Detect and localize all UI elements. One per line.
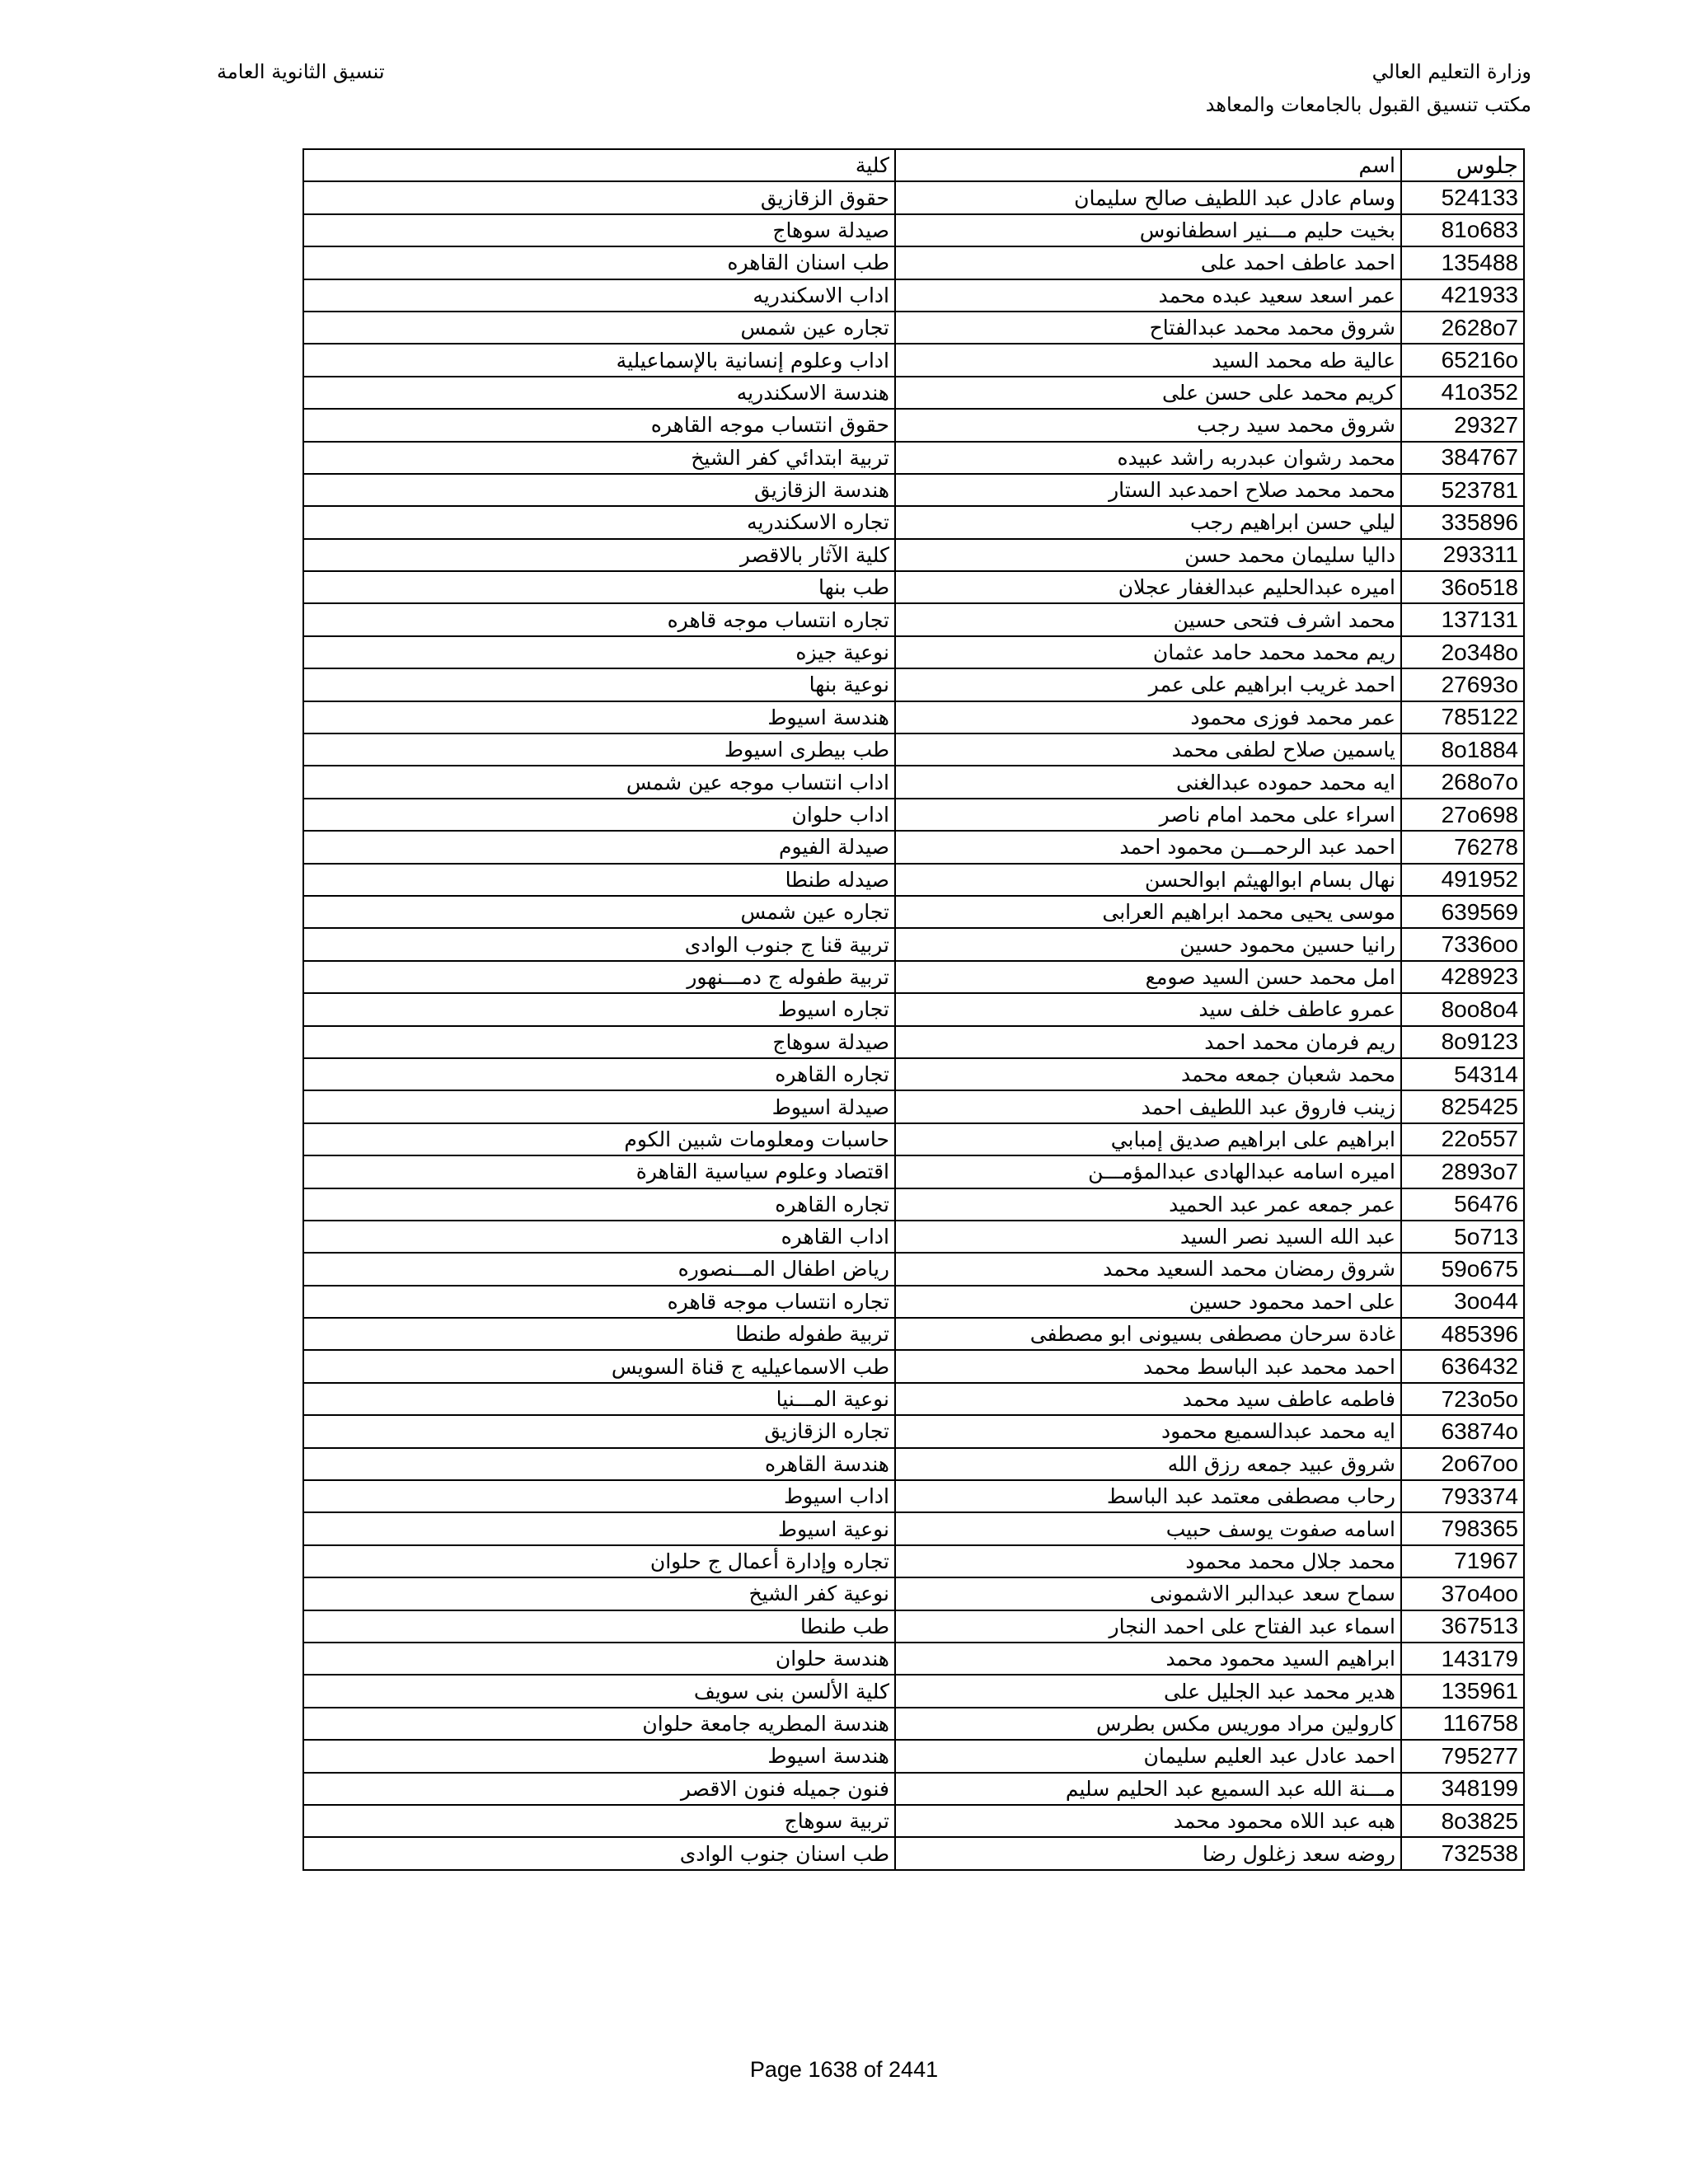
seat-number-cell: 485396	[1401, 1318, 1524, 1350]
seat-number-cell: 29327	[1401, 409, 1524, 441]
table-row	[303, 539, 1524, 571]
student-name-cell: ايه محمد حموده عبدالغنى	[895, 766, 1401, 798]
faculty-cell: تجاره انتساب موجه قاهره	[303, 1286, 895, 1318]
seat-number-cell: 428923	[1401, 961, 1524, 993]
student-name-cell: اميره اسامه عبدالهادى عبدالمؤمـــن	[895, 1155, 1401, 1188]
student-name-cell: هبه عبد اللاه محمود محمد	[895, 1805, 1401, 1837]
seat-number-cell: 2893o7	[1401, 1155, 1524, 1188]
table-row	[303, 961, 1524, 993]
page-number: Page 1638 of 2441	[749, 2057, 939, 2082]
seat-number-cell: 27693o	[1401, 668, 1524, 701]
student-name-cell: احمد محمد عبد الباسط محمد	[895, 1350, 1401, 1382]
student-name-cell: وسام عادل عبد اللطيف صالح سليمان	[895, 181, 1401, 213]
seat-number-cell: 732538	[1401, 1837, 1524, 1869]
table-row	[303, 928, 1524, 960]
seat-number-cell: 421933	[1401, 279, 1524, 312]
column-header-name: اسم	[895, 149, 1401, 181]
seat-number-cell: 523781	[1401, 474, 1524, 506]
table-row	[303, 1708, 1524, 1740]
student-name-cell: ابراهيم على ابراهيم صديق إمبابي	[895, 1123, 1401, 1155]
student-name-cell: شروق محمد محمد عبدالفتاح	[895, 312, 1401, 344]
seat-number-cell: 37o4oo	[1401, 1577, 1524, 1610]
seat-number-cell: 36o518	[1401, 571, 1524, 603]
table-row	[303, 733, 1524, 766]
seat-number-cell: 2628o7	[1401, 312, 1524, 344]
seat-number-cell: 491952	[1401, 864, 1524, 896]
seat-number-cell: 384767	[1401, 442, 1524, 474]
table-row	[303, 799, 1524, 831]
faculty-cell: تجاره القاهره	[303, 1188, 895, 1221]
seat-number-cell: 8oo8o4	[1401, 993, 1524, 1025]
table-row	[303, 1480, 1524, 1512]
faculty-cell: طب بيطرى اسيوط	[303, 733, 895, 766]
faculty-cell: اداب انتساب موجه عين شمس	[303, 766, 895, 798]
ministry-title: وزارة التعليم العالي	[1372, 60, 1531, 83]
admissions-table	[302, 148, 1525, 1871]
table-row	[303, 1123, 1524, 1155]
student-name-cell: محمد جلال محمد محمود	[895, 1545, 1401, 1577]
table-row	[303, 1090, 1524, 1122]
faculty-cell: تجاره عين شمس	[303, 312, 895, 344]
faculty-cell: طب الاسماعيليه ج قناة السويس	[303, 1350, 895, 1382]
faculty-cell: اداب وعلوم إنسانية بالإسماعيلية	[303, 344, 895, 376]
table-row	[303, 1448, 1524, 1480]
column-header-faculty: كلية	[303, 149, 895, 181]
student-name-cell: شروق رمضان محمد السعيد محمد	[895, 1253, 1401, 1285]
seat-number-cell: 5o713	[1401, 1221, 1524, 1253]
table-row	[303, 214, 1524, 246]
table-row	[303, 181, 1524, 213]
seat-number-cell: 8o3825	[1401, 1805, 1524, 1837]
table-row	[303, 1415, 1524, 1447]
student-name-cell: موسى يحيى محمد ابراهيم العرابى	[895, 896, 1401, 928]
seat-number-cell: 367513	[1401, 1610, 1524, 1643]
student-name-cell: محمد رشوان عبدربه راشد عبيده	[895, 442, 1401, 474]
student-name-cell: ابراهيم السيد محمود محمد	[895, 1643, 1401, 1675]
student-name-cell: نهال بسام ابوالهيثم ابوالحسن	[895, 864, 1401, 896]
seat-number-cell: 71967	[1401, 1545, 1524, 1577]
table-row	[303, 1058, 1524, 1090]
table-row	[303, 896, 1524, 928]
table-row	[303, 1350, 1524, 1382]
seat-number-cell: 639569	[1401, 896, 1524, 928]
seat-number-cell: 723o5o	[1401, 1383, 1524, 1415]
faculty-cell: اداب اسيوط	[303, 1480, 895, 1512]
table-row	[303, 1773, 1524, 1805]
faculty-cell: هندسة الزقازيق	[303, 474, 895, 506]
faculty-cell: تجاره انتساب موجه قاهره	[303, 603, 895, 635]
faculty-cell: تجاره وإدارة أعمال ج حلوان	[303, 1545, 895, 1577]
student-name-cell: هدير محمد عبد الجليل على	[895, 1675, 1401, 1707]
seat-number-cell: 636432	[1401, 1350, 1524, 1382]
student-name-cell: عمر اسعد سعيد عبده محمد	[895, 279, 1401, 312]
student-name-cell: ليلي حسن ابراهيم رجب	[895, 506, 1401, 538]
table-row	[303, 864, 1524, 896]
table-body	[303, 181, 1524, 1869]
faculty-cell: كلية الآثار بالاقصر	[303, 539, 895, 571]
table-row	[303, 1545, 1524, 1577]
table-row	[303, 1188, 1524, 1221]
table-row	[303, 1740, 1524, 1772]
column-header-seat-number: جلوس	[1401, 149, 1524, 181]
student-name-cell: شروق محمد سيد رجب	[895, 409, 1401, 441]
faculty-cell: صيدله طنطا	[303, 864, 895, 896]
faculty-cell: اداب الاسكندريه	[303, 279, 895, 312]
table-row	[303, 571, 1524, 603]
table-row	[303, 1221, 1524, 1253]
faculty-cell: هندسة اسيوط	[303, 701, 895, 733]
table-row	[303, 636, 1524, 668]
seat-number-cell: 2o348o	[1401, 636, 1524, 668]
faculty-cell: نوعية بنها	[303, 668, 895, 701]
student-name-cell: روضه سعد زغلول رضا	[895, 1837, 1401, 1869]
seat-number-cell: 81o683	[1401, 214, 1524, 246]
table-row	[303, 377, 1524, 409]
table-row	[303, 279, 1524, 312]
seat-number-cell: 54314	[1401, 1058, 1524, 1090]
seat-number-cell: 268o7o	[1401, 766, 1524, 798]
faculty-cell: نوعية المـــنيا	[303, 1383, 895, 1415]
student-name-cell: داليا سليمان محمد حسن	[895, 539, 1401, 571]
table-row	[303, 1318, 1524, 1350]
student-name-cell: ياسمين صلاح لطفى محمد	[895, 733, 1401, 766]
faculty-cell: اداب القاهره	[303, 1221, 895, 1253]
seat-number-cell: 348199	[1401, 1773, 1524, 1805]
table-row	[303, 474, 1524, 506]
faculty-cell: هندسة القاهره	[303, 1448, 895, 1480]
table-row	[303, 1026, 1524, 1058]
table-row	[303, 1155, 1524, 1188]
student-name-cell: كارولين مراد موريس مكس بطرس	[895, 1708, 1401, 1740]
table-row	[303, 1253, 1524, 1285]
student-name-cell: ايه محمد عبدالسميع محمود	[895, 1415, 1401, 1447]
seat-number-cell: 116758	[1401, 1708, 1524, 1740]
student-name-cell: سماح سعد عبدالبر الاشمونى	[895, 1577, 1401, 1610]
table-row	[303, 312, 1524, 344]
faculty-cell: اداب حلوان	[303, 799, 895, 831]
faculty-cell: تجاره عين شمس	[303, 896, 895, 928]
faculty-cell: تربية طفوله طنطا	[303, 1318, 895, 1350]
student-name-cell: محمد اشرف فتحى حسين	[895, 603, 1401, 635]
student-name-cell: اسامه صفوت يوسف حبيب	[895, 1512, 1401, 1544]
student-name-cell: احمد عاطف احمد على	[895, 246, 1401, 279]
faculty-cell: تربية ابتدائي كفر الشيخ	[303, 442, 895, 474]
faculty-cell: نوعية جيزه	[303, 636, 895, 668]
faculty-cell: تجاره القاهره	[303, 1058, 895, 1090]
student-name-cell: كريم محمد على حسن على	[895, 377, 1401, 409]
student-name-cell: بخيت حليم مـــنير اسطفانوس	[895, 214, 1401, 246]
seat-number-cell: 76278	[1401, 831, 1524, 863]
faculty-cell: هندسة اسيوط	[303, 1740, 895, 1772]
faculty-cell: فنون جميله فنون الاقصر	[303, 1773, 895, 1805]
table-row	[303, 442, 1524, 474]
student-name-cell: عمر محمد فوزى محمود	[895, 701, 1401, 733]
seat-number-cell: 2o67oo	[1401, 1448, 1524, 1480]
faculty-cell: هندسة حلوان	[303, 1643, 895, 1675]
student-name-cell: زينب فاروق عبد اللطيف احمد	[895, 1090, 1401, 1122]
student-name-cell: على احمد محمود حسين	[895, 1286, 1401, 1318]
faculty-cell: رياض اطفال المـــنصوره	[303, 1253, 895, 1285]
faculty-cell: تربية سوهاج	[303, 1805, 895, 1837]
table-row	[303, 344, 1524, 376]
seat-number-cell: 56476	[1401, 1188, 1524, 1221]
faculty-cell: هندسة الاسكندريه	[303, 377, 895, 409]
faculty-cell: حاسبات ومعلومات شبين الكوم	[303, 1123, 895, 1155]
office-title: مكتب تنسيق القبول بالجامعات والمعاهد	[1205, 93, 1531, 116]
faculty-cell: نوعية اسيوط	[303, 1512, 895, 1544]
seat-number-cell: 137131	[1401, 603, 1524, 635]
student-name-cell: اسراء على محمد امام ناصر	[895, 799, 1401, 831]
student-name-cell: احمد عادل عبد العليم سليمان	[895, 1740, 1401, 1772]
faculty-cell: تجاره اسيوط	[303, 993, 895, 1025]
coordination-title: تنسيق الثانوية العامة	[217, 60, 385, 83]
student-name-cell: امل محمد حسن السيد صومع	[895, 961, 1401, 993]
table-row	[303, 1512, 1524, 1544]
faculty-cell: تجاره الاسكندريه	[303, 506, 895, 538]
student-name-cell: احمد عبد الرحمـــن محمود احمد	[895, 831, 1401, 863]
student-name-cell: مـــنة الله عبد السميع عبد الحليم سليم	[895, 1773, 1401, 1805]
student-name-cell: عبد الله السيد نصر السيد	[895, 1221, 1401, 1253]
seat-number-cell: 793374	[1401, 1480, 1524, 1512]
faculty-cell: اقتصاد وعلوم سياسية القاهرة	[303, 1155, 895, 1188]
table-row	[303, 1610, 1524, 1643]
seat-number-cell: 59o675	[1401, 1253, 1524, 1285]
table-row	[303, 668, 1524, 701]
table-row	[303, 1577, 1524, 1610]
faculty-cell: هندسة المطريه جامعة حلوان	[303, 1708, 895, 1740]
faculty-cell: طب اسنان جنوب الوادى	[303, 1837, 895, 1869]
student-name-cell: غادة سرحان مصطفى بسيونى ابو مصطفى	[895, 1318, 1401, 1350]
seat-number-cell: 293311	[1401, 539, 1524, 571]
student-name-cell: محمد شعبان جمعه محمد	[895, 1058, 1401, 1090]
table-row	[303, 831, 1524, 863]
table-row	[303, 993, 1524, 1025]
table-row	[303, 246, 1524, 279]
student-name-cell: احمد غريب ابراهيم على عمر	[895, 668, 1401, 701]
faculty-cell: صيدلة سوهاج	[303, 1026, 895, 1058]
table-row	[303, 409, 1524, 441]
table-row	[303, 1837, 1524, 1869]
faculty-cell: طب اسنان القاهره	[303, 246, 895, 279]
seat-number-cell: 143179	[1401, 1643, 1524, 1675]
table-row	[303, 1643, 1524, 1675]
faculty-cell: تربية طفوله ج دمـــنهور	[303, 961, 895, 993]
student-name-cell: رحاب مصطفى معتمد عبد الباسط	[895, 1480, 1401, 1512]
seat-number-cell: 335896	[1401, 506, 1524, 538]
student-name-cell: اسماء عبد الفتاح على احمد النجار	[895, 1610, 1401, 1643]
table-row	[303, 701, 1524, 733]
student-name-cell: عالية طه محمد السيد	[895, 344, 1401, 376]
seat-number-cell: 524133	[1401, 181, 1524, 213]
seat-number-cell: 65216o	[1401, 344, 1524, 376]
seat-number-cell: 8o9123	[1401, 1026, 1524, 1058]
table-row	[303, 1383, 1524, 1415]
student-name-cell: عمرو عاطف خلف سيد	[895, 993, 1401, 1025]
seat-number-cell: 135961	[1401, 1675, 1524, 1707]
seat-number-cell: 63874o	[1401, 1415, 1524, 1447]
table-row	[303, 1675, 1524, 1707]
faculty-cell: صيدلة سوهاج	[303, 214, 895, 246]
faculty-cell: كلية الألسن بنى سويف	[303, 1675, 895, 1707]
student-name-cell: فاطمه عاطف سيد محمد	[895, 1383, 1401, 1415]
faculty-cell: تجاره الزقازيق	[303, 1415, 895, 1447]
faculty-cell: طب بنها	[303, 571, 895, 603]
faculty-cell: صيدلة الفيوم	[303, 831, 895, 863]
faculty-cell: صيدلة اسيوط	[303, 1090, 895, 1122]
faculty-cell: نوعية كفر الشيخ	[303, 1577, 895, 1610]
student-name-cell: ريم فرمان محمد احمد	[895, 1026, 1401, 1058]
seat-number-cell: 8o1884	[1401, 733, 1524, 766]
table-row	[303, 766, 1524, 798]
faculty-cell: طب طنطا	[303, 1610, 895, 1643]
seat-number-cell: 795277	[1401, 1740, 1524, 1772]
student-name-cell: ريم محمد محمد حامد عثمان	[895, 636, 1401, 668]
seat-number-cell: 785122	[1401, 701, 1524, 733]
seat-number-cell: 3oo44	[1401, 1286, 1524, 1318]
student-name-cell: محمد محمد صلاح احمدعبد الستار	[895, 474, 1401, 506]
table-row	[303, 603, 1524, 635]
seat-number-cell: 41o352	[1401, 377, 1524, 409]
student-name-cell: عمر جمعه عمر عبد الحميد	[895, 1188, 1401, 1221]
faculty-cell: تربية قنا ج جنوب الوادى	[303, 928, 895, 960]
seat-number-cell: 825425	[1401, 1090, 1524, 1122]
table-row	[303, 1805, 1524, 1837]
seat-number-cell: 7336oo	[1401, 928, 1524, 960]
seat-number-cell: 798365	[1401, 1512, 1524, 1544]
seat-number-cell: 22o557	[1401, 1123, 1524, 1155]
table-row	[303, 1286, 1524, 1318]
table-header-row	[303, 149, 1524, 181]
seat-number-cell: 135488	[1401, 246, 1524, 279]
seat-number-cell: 27o698	[1401, 799, 1524, 831]
student-name-cell: شروق عبيد جمعه رزق الله	[895, 1448, 1401, 1480]
faculty-cell: حقوق الزقازيق	[303, 181, 895, 213]
table-row	[303, 506, 1524, 538]
faculty-cell: حقوق انتساب موجه القاهره	[303, 409, 895, 441]
student-name-cell: اميره عبدالحليم عبدالغفار عجلان	[895, 571, 1401, 603]
student-name-cell: رانيا حسين محمود حسين	[895, 928, 1401, 960]
